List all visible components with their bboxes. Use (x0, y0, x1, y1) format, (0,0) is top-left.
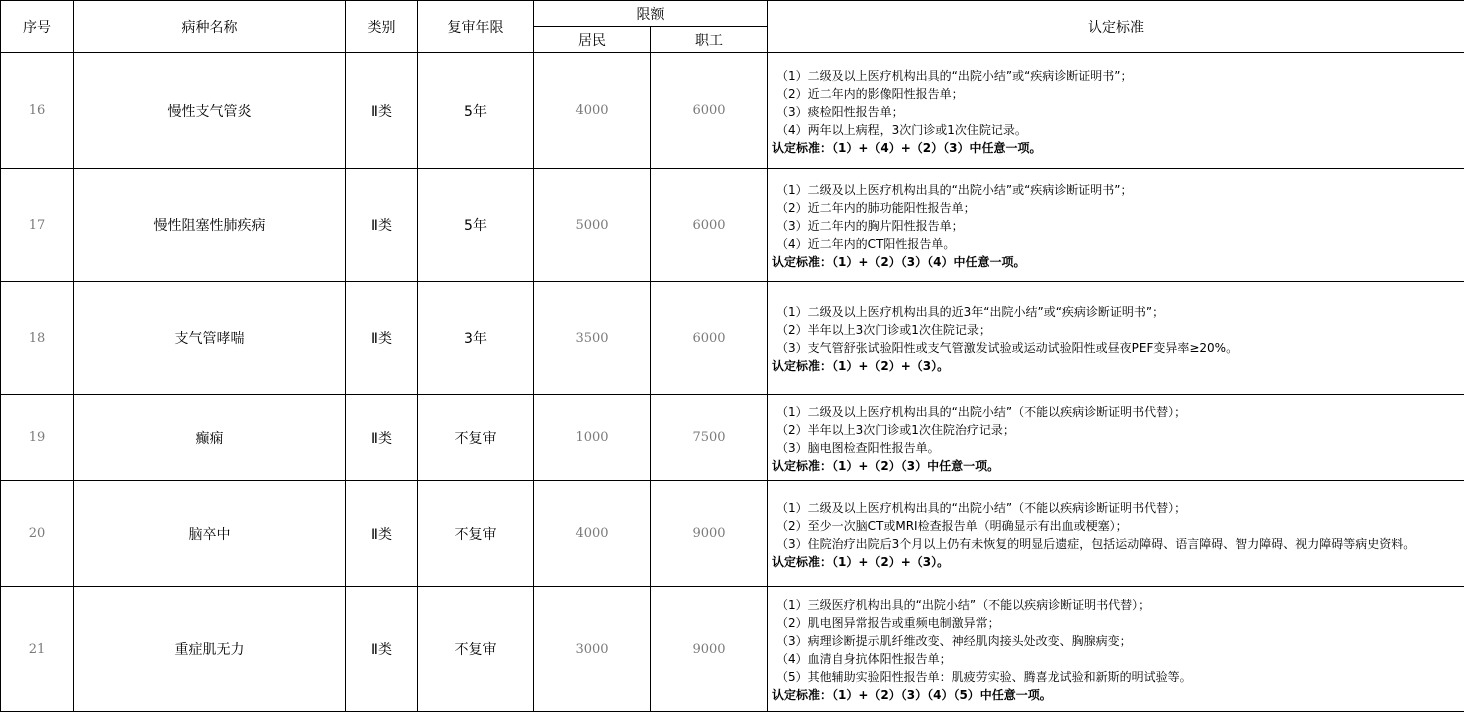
row-worker: 9000 (651, 481, 768, 587)
criteria-item: （1）二级及以上医疗机构出具的“出院小结”或“疾病诊断证明书”； (776, 68, 1133, 83)
row-seq: 19 (1, 395, 74, 481)
criteria-item: （4）两年以上病程，3次门诊或1次住院记录。 (776, 122, 1027, 137)
row-name: 慢性阻塞性肺疾病 (74, 169, 346, 282)
criteria-item: （3）病理诊断提示肌纤维改变、神经肌肉接头处改变、胸腺病变； (776, 634, 1132, 648)
row-name: 癫痫 (74, 395, 346, 481)
table-row (1, 587, 1464, 712)
row-seq: 17 (1, 169, 74, 282)
row-review: 不复审 (418, 395, 534, 481)
header-resident: 居民 (534, 27, 651, 53)
criteria-standard: 认定标准：（1）+（2）（3）（4）（5）中任意一项。 (772, 688, 1052, 702)
row-worker: 6000 (651, 53, 768, 169)
criteria-item: （3）支气管舒张试验阳性或支气管激发试验或运动试验阳性或昼夜PEF变异率≥20%。 (776, 341, 1239, 355)
table-row (1, 53, 1464, 169)
criteria-standard: 认定标准：（1）+（4）+（2）（3）中任意一项。 (772, 140, 1042, 155)
row-name: 脑卒中 (74, 481, 346, 587)
row-resident: 3500 (534, 282, 651, 395)
row-worker: 6000 (651, 169, 768, 282)
row-resident: 4000 (534, 481, 651, 587)
row-review: 不复审 (418, 587, 534, 712)
row-criteria (768, 395, 1464, 481)
table-row (1, 169, 1464, 282)
row-resident: 3000 (534, 587, 651, 712)
header-category: 类别 (346, 1, 418, 53)
criteria-item: （3）痰检阳性报告单； (776, 104, 904, 119)
row-resident: 1000 (534, 395, 651, 481)
criteria-item: （3）近二年内的胸片阳性报告单； (776, 219, 964, 233)
header-limit: 限额 (534, 1, 768, 27)
criteria-item: （1）二级及以上医疗机构出具的“出院小结”或“疾病诊断证明书”； (776, 183, 1133, 197)
row-seq: 21 (1, 587, 74, 712)
row-category: Ⅱ类 (346, 587, 418, 712)
criteria-standard: 认定标准：（1）+（2）+（3）。 (772, 554, 950, 569)
criteria-item: （2）至少一次脑CT或MRI检查报告单（明确显示有出血或梗塞）； (776, 518, 1128, 533)
row-category: Ⅱ类 (346, 53, 418, 169)
criteria-item: （4）近二年内的CT阳性报告单。 (776, 237, 956, 251)
header-seq: 序号 (1, 1, 74, 53)
criteria-item: （3）住院治疗出院后3个月以上仍有未恢复的明显后遗症，包括运动障碍、语言障碍、智力障碍、视力障碍等病史资料。 (776, 536, 1416, 551)
row-criteria (768, 282, 1464, 395)
row-criteria (768, 53, 1464, 169)
row-seq: 18 (1, 282, 74, 395)
row-category: Ⅱ类 (346, 395, 418, 481)
criteria-item: （3）脑电图检查阳性报告单。 (776, 440, 940, 455)
row-criteria (768, 169, 1464, 282)
row-category: Ⅱ类 (346, 169, 418, 282)
header-review: 复审年限 (418, 1, 534, 53)
table-row (1, 481, 1464, 587)
criteria-item: （1）二级及以上医疗机构出具的“出院小结”（不能以疾病诊断证明书代替）； (776, 404, 1187, 419)
criteria-item: （5）其他辅助实验阳性报告单：肌疲劳实验、腾喜龙试验和新斯的明试验等。 (776, 670, 1192, 684)
criteria-item: （1）二级及以上医疗机构出具的“出院小结”（不能以疾病诊断证明书代替）； (776, 500, 1187, 515)
criteria-item: （1）三级医疗机构出具的“出院小结”（不能以疾病诊断证明书代替）； (776, 598, 1151, 612)
table-row (1, 395, 1464, 481)
row-review: 5年 (418, 53, 534, 169)
table-row (1, 282, 1464, 395)
criteria-standard: 认定标准：（1）+（2）（3）（4）中任意一项。 (772, 255, 1026, 269)
criteria-item: （2）半年以上3次门诊或1次住院记录； (776, 323, 991, 337)
row-criteria (768, 481, 1464, 587)
criteria-item: （1）二级及以上医疗机构出具的近3年“出院小结”或“疾病诊断证明书”； (776, 305, 1165, 319)
row-name: 重症肌无力 (74, 587, 346, 712)
criteria-item: （2）近二年内的影像阳性报告单； (776, 86, 964, 101)
row-resident: 4000 (534, 53, 651, 169)
row-worker: 9000 (651, 587, 768, 712)
row-review: 不复审 (418, 481, 534, 587)
row-name: 支气管哮喘 (74, 282, 346, 395)
criteria-item: （2）肌电图异常报告或重频电制激异常； (776, 616, 1000, 630)
row-worker: 6000 (651, 282, 768, 395)
criteria-standard: 认定标准：（1）+（2）+（3）。 (772, 359, 950, 373)
row-review: 3年 (418, 282, 534, 395)
row-category: Ⅱ类 (346, 481, 418, 587)
header-name: 病种名称 (74, 1, 346, 53)
row-category: Ⅱ类 (346, 282, 418, 395)
row-worker: 7500 (651, 395, 768, 481)
row-name: 慢性支气管炎 (74, 53, 346, 169)
row-seq: 16 (1, 53, 74, 169)
row-seq: 20 (1, 481, 74, 587)
criteria-item: （4）血清自身抗体阳性报告单； (776, 652, 952, 666)
row-resident: 5000 (534, 169, 651, 282)
row-criteria (768, 587, 1464, 712)
header-criteria: 认定标准 (768, 1, 1464, 53)
header-worker: 职工 (651, 27, 768, 53)
row-review: 5年 (418, 169, 534, 282)
criteria-item: （2）半年以上3次门诊或1次住院治疗记录； (776, 422, 1015, 437)
criteria-item: （2）近二年内的肺功能阳性报告单； (776, 201, 976, 215)
criteria-standard: 认定标准：（1）+（2）（3）中任意一项。 (772, 458, 1000, 473)
